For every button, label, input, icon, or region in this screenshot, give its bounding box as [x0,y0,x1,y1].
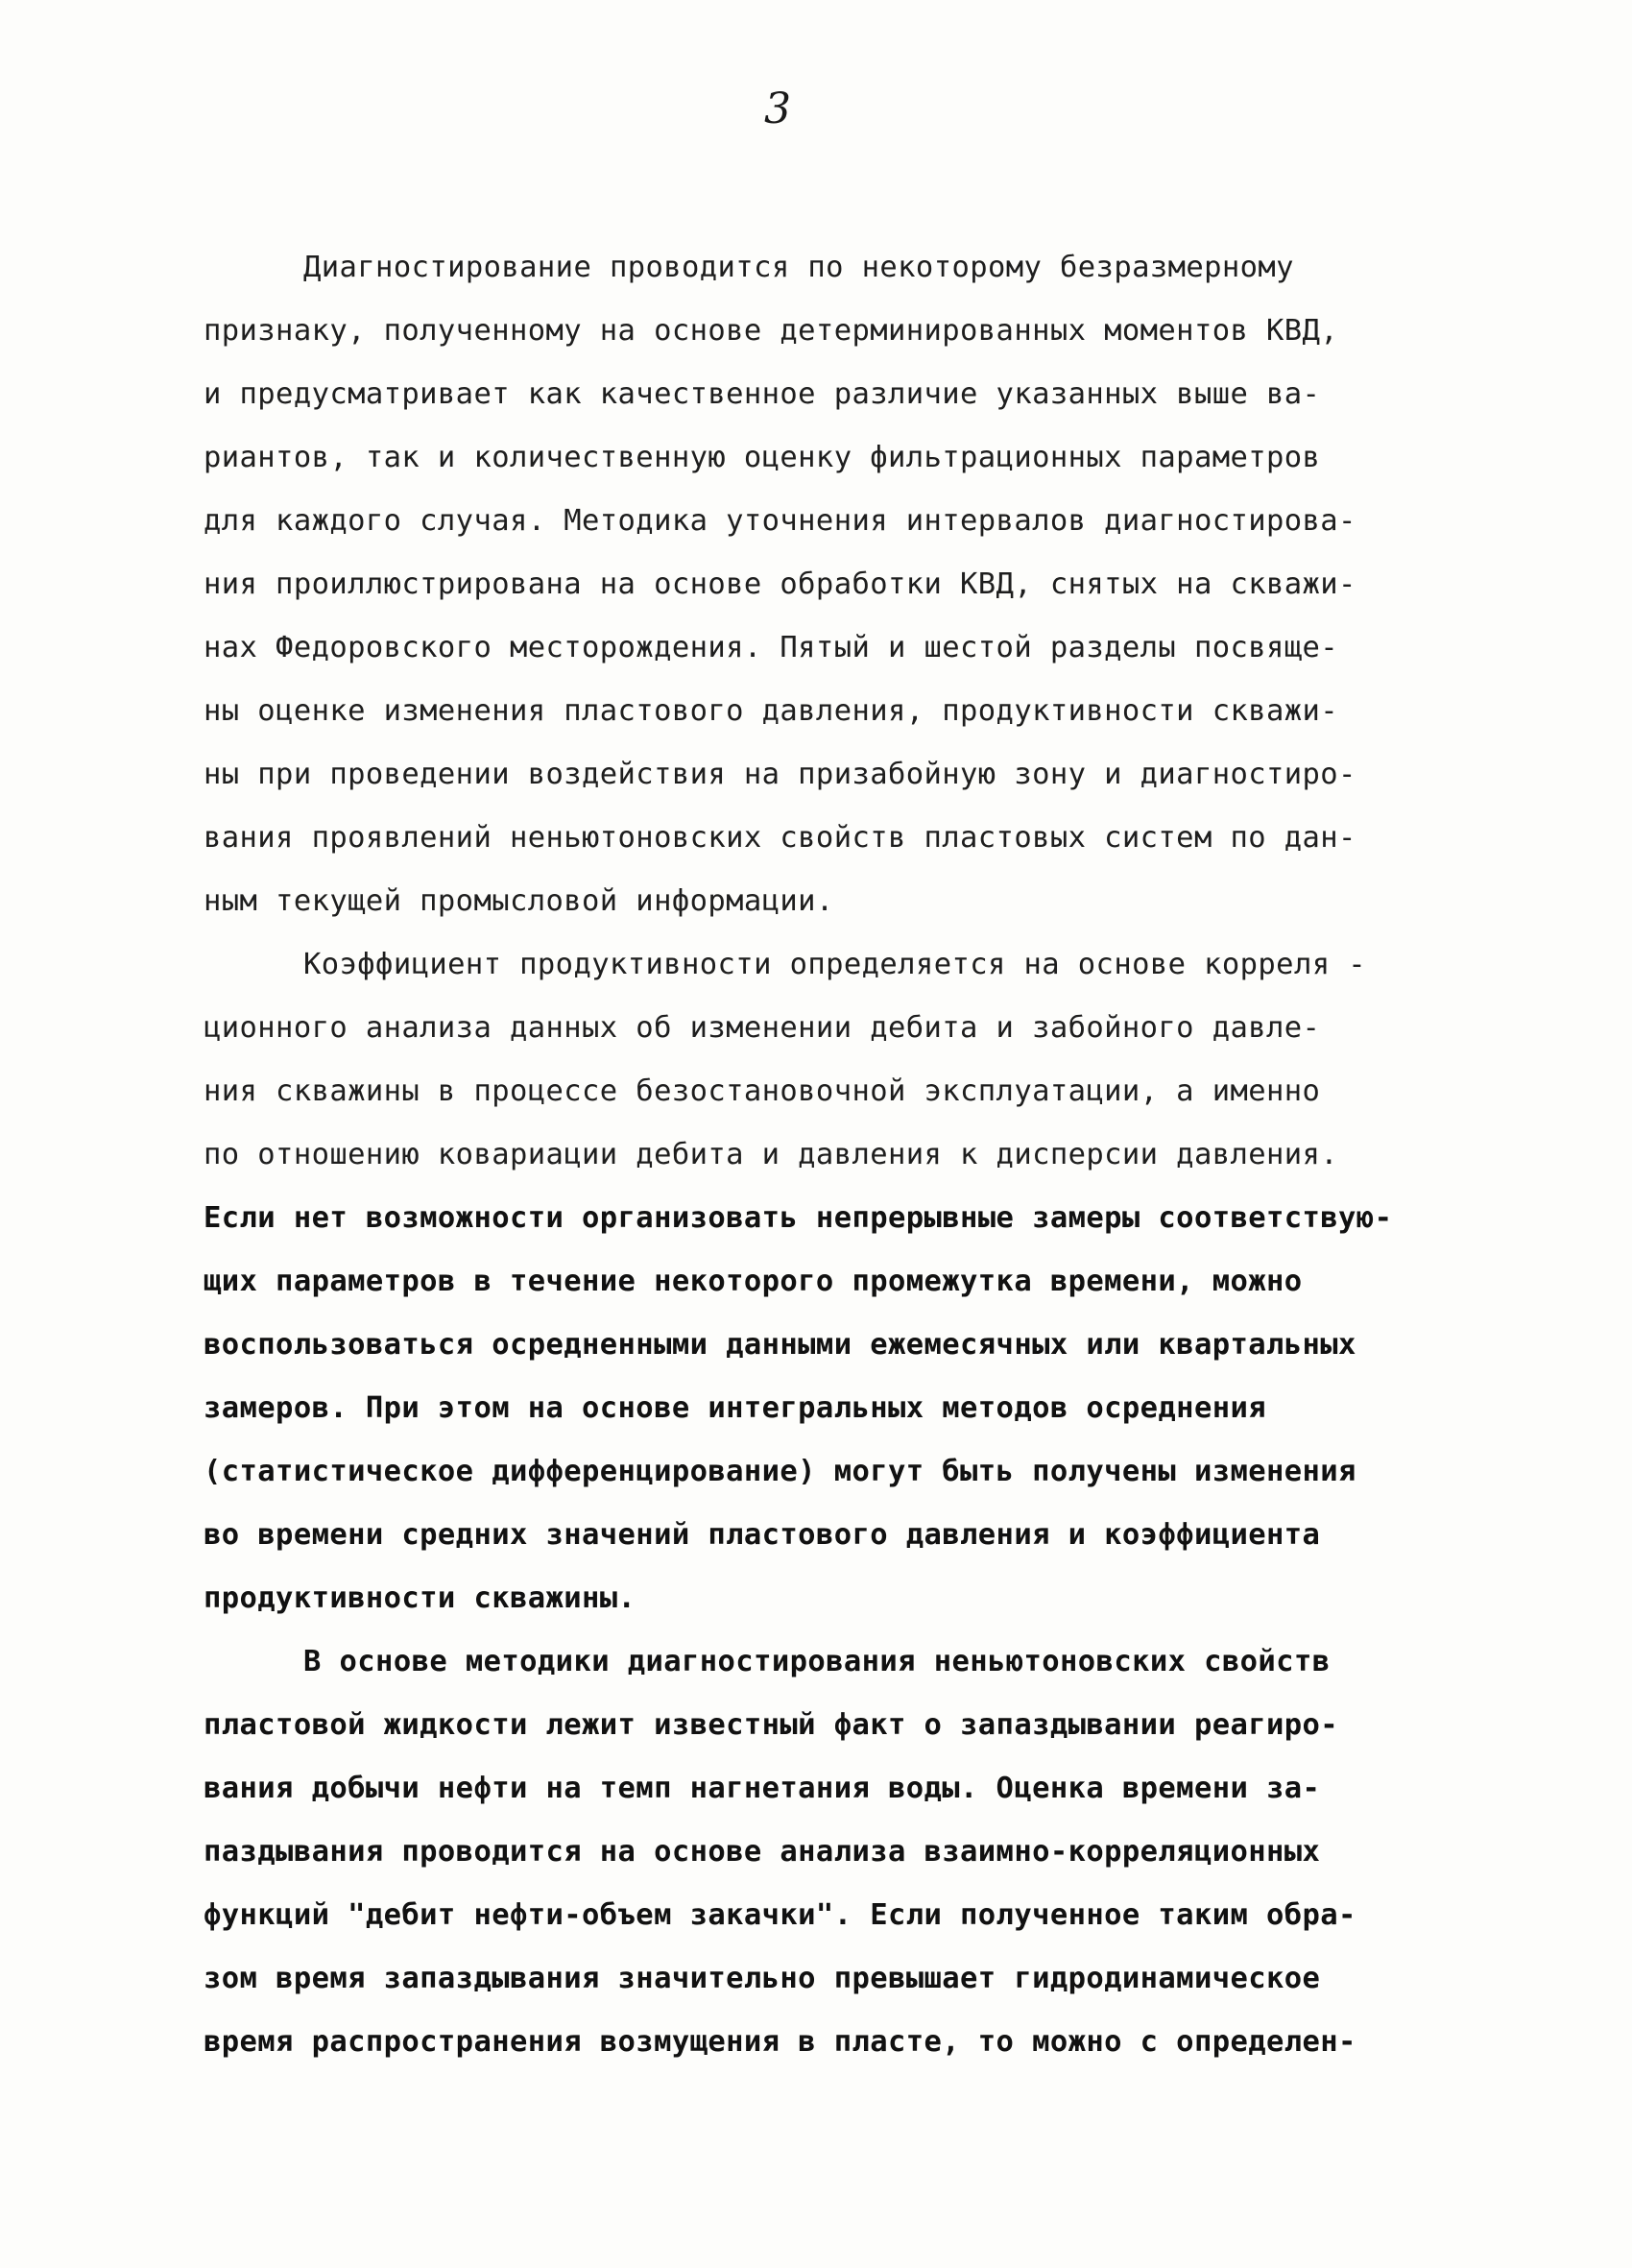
body-text [204,236,1471,2074]
paragraph-3 [204,1630,1471,2074]
text-line: В основе методики диагностирования неньютоновских свойств [303,1645,1331,1678]
text-line: зом время запаздывания значительно превышает гидродинамическое [204,1962,1321,1995]
paragraph-1 [204,236,1471,933]
text-line: и предусматривает как качественное различие указанных выше ва- [204,377,1321,411]
text-line: ния скважины в процессе безостановочной эксплуатации, а именно [204,1074,1321,1108]
text-line: замеров. При этом на основе интегральных методов осреднения [204,1391,1266,1425]
text-line: ны при проведении воздействия на призабойную зону и диагностиро- [204,758,1356,791]
text-line: риантов, так и количественную оценку фильтрационных параметров [204,441,1321,474]
text-line: функций "дебит нефти-объем закачки". Если полученное таким обра- [204,1898,1356,1932]
text-line: ционного анализа данных об изменении дебита и забойного давле- [204,1011,1321,1045]
text-line: Коэффициент продуктивности определяется на основе корреля - [303,948,1366,981]
text-line: вания добычи нефти на темп нагнетания воды. Оценка времени за- [204,1772,1321,1805]
page-number: 3 [764,84,791,133]
text-line: паздывания проводится на основе анализа взаимно-корреляционных [204,1835,1321,1869]
text-line: во времени средних значений пластового давления и коэффициента [204,1518,1321,1552]
text-line: время распространения возмущения в пласте, то можно с определен- [204,2025,1356,2059]
paragraph-2 [204,933,1471,1630]
text-line: для каждого случая. Методика уточнения интервалов диагностирова- [204,504,1356,538]
text-line: признаку, полученному на основе детерминированных моментов КВД, [204,314,1339,348]
text-line: вания проявлений неньютоновских свойств пластовых систем по дан- [204,821,1356,855]
text-line: по отношению ковариации дебита и давления к дисперсии давления. [204,1138,1339,1171]
text-line: ны оценке изменения пластового давления, продуктивности скважи- [204,694,1339,728]
text-line: продуктивности скважины. [204,1581,636,1615]
text-line: ным текущей промысловой информации. [204,884,834,918]
text-line: (статистическое дифференцирование) могут быть получены изменения [204,1455,1356,1488]
text-line: ния проиллюстрирована на основе обработки КВД, снятых на скважи- [204,567,1356,601]
text-line: щих параметров в течение некоторого промежутка времени, можно [204,1265,1303,1298]
text-line: воспользоваться осредненными данными ежемесячных или квартальных [204,1328,1356,1362]
text-line: пластовой жидкости лежит известный факт о запаздывании реагиро- [204,1708,1339,1742]
text-line: Если нет возможности организовать непрерывные замеры соответствую- [204,1201,1393,1235]
text-line: Диагностирование проводится по некоторому безразмерному [303,251,1294,284]
text-line: нах Федоровского месторождения. Пятый и шестой разделы посвяще- [204,631,1339,664]
